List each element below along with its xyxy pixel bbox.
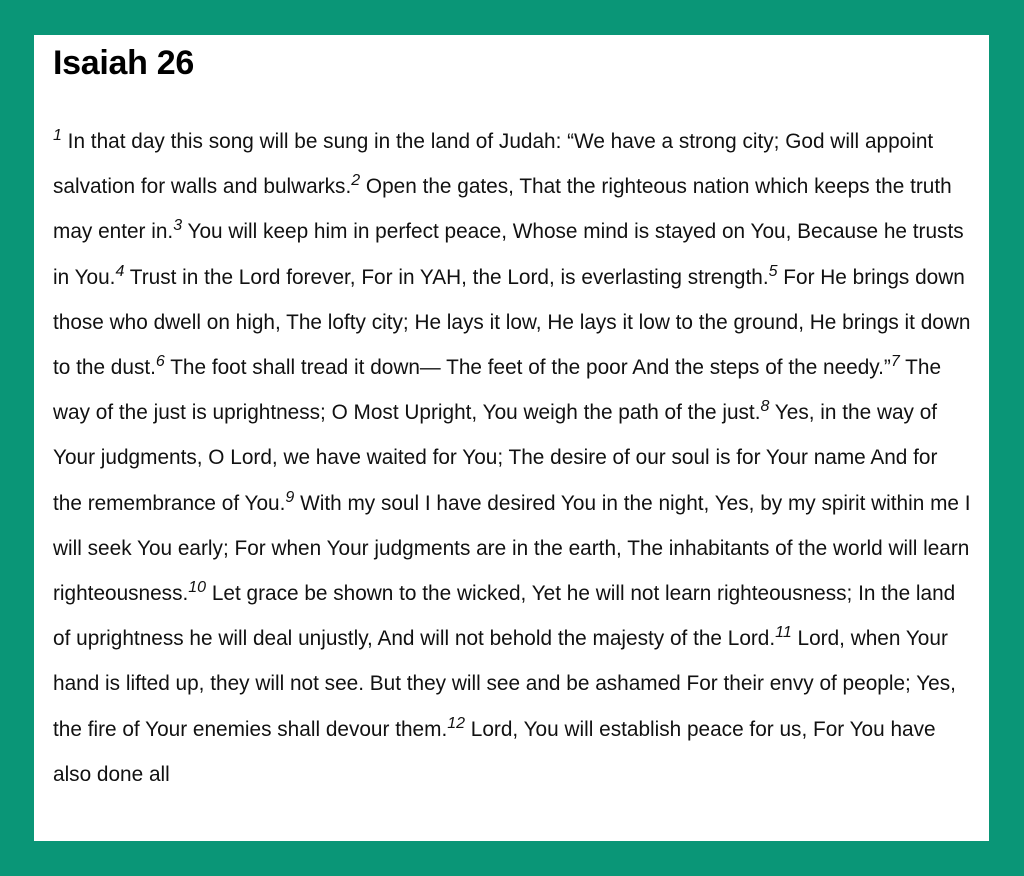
verse-number: 6: [155, 353, 165, 371]
verse-number: 2: [351, 172, 361, 190]
passage-card: [34, 35, 989, 841]
verse-text: The foot shall tread it down— The feet of the poor And the steps of the needy.”: [164, 356, 891, 380]
verse-number: 9: [285, 488, 295, 506]
verse-text: In that day this song will be sung in the land of Judah: “We have a strong city; God will appoint salvation for walls and bulwarks.: [53, 130, 934, 199]
chapter-title: Isaiah 26: [53, 44, 194, 82]
verse-text: For He brings down those who dwell on high, The lofty city; He lays it low, He lays it low to the ground, He brings it down to the dust.: [53, 265, 971, 380]
verse-number: 3: [173, 217, 183, 235]
verse-number: 7: [890, 353, 900, 371]
verse-text: You will keep him in perfect peace, Whose mind is stayed on You, Because he trusts in You.: [53, 220, 964, 289]
verse-number: 11: [775, 624, 792, 642]
verse-number: 10: [188, 579, 207, 597]
verse-text: Lord, when Your hand is lifted up, they will not see. But they will see and be ashamed For their envy of people; Yes, the fire of Your enemies shall devour them.: [53, 627, 956, 741]
verse-text: Yes, in the way of Your judgments, O Lord, we have waited for You; The desire of our soul is for Your name And for the remembrance of You.: [53, 401, 938, 515]
verse-text: Open the gates, That the righteous nation which keeps the truth may enter in.: [53, 175, 952, 244]
verse-number: 12: [447, 714, 466, 732]
verse-number: 5: [768, 262, 778, 280]
passage-text: [53, 119, 971, 797]
verse-text: Trust in the Lord forever, For in YAH, the Lord, is everlasting strength.: [124, 265, 769, 289]
verse-number: 4: [115, 262, 125, 280]
verse-text: Lord, You will establish peace for us, For You have also done all: [53, 717, 936, 786]
verse-text: With my soul I have desired You in the night, Yes, by my spirit within me I will seek You early; For when Your judgments are in the earth, The inhabitants of the world will learn righteousness.: [53, 491, 971, 606]
verse-number: 8: [760, 398, 770, 416]
verse-text: Let grace be shown to the wicked, Yet he will not learn righteousness; In the land of uprightness he will deal unjustly, And will not behold the majesty of the Lord.: [53, 582, 956, 651]
verse-text: The way of the just is uprightness; O Most Upright, You weigh the path of the just.: [53, 356, 942, 425]
verse-number: 1: [53, 127, 62, 145]
